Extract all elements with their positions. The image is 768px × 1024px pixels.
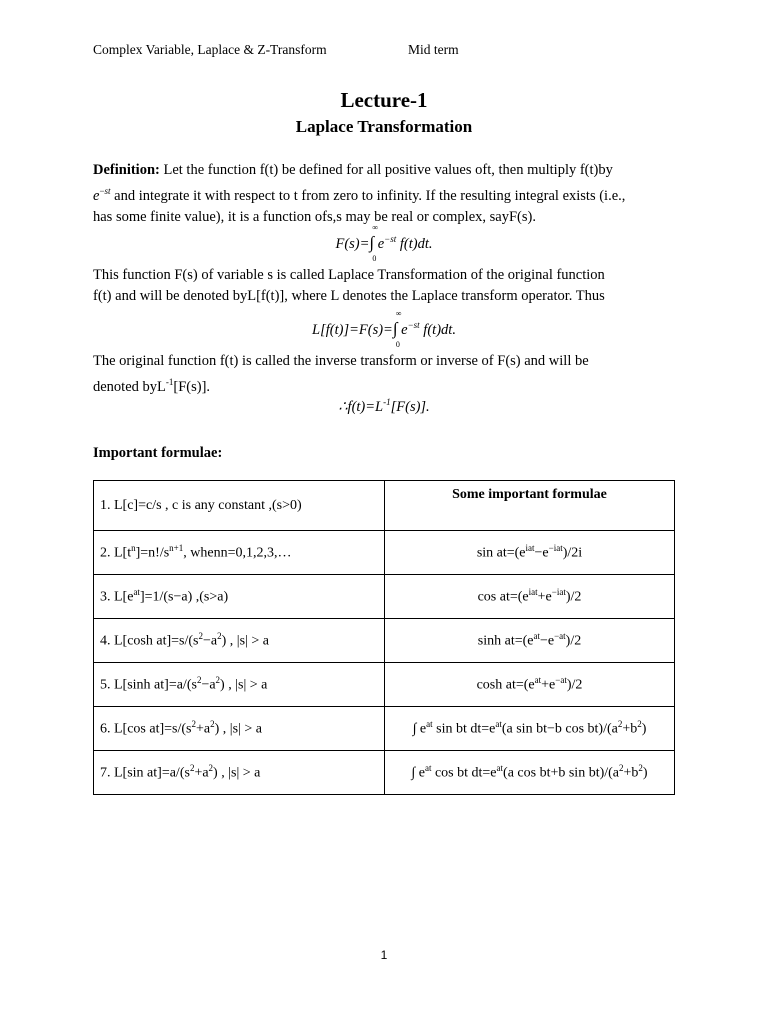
lecture-title: Lecture-1 (340, 88, 428, 112)
integral-lower-limit: 0 (372, 254, 377, 263)
table-header-cell: Some important formulae (385, 481, 675, 531)
table-row (94, 481, 675, 531)
inverse-paragraph (93, 351, 675, 398)
transform-text-2: f(t) and will be denoted byL[f(t)], where L denotes the Laplace transform operator. Thus (93, 288, 605, 304)
formulae-heading: Important formulae: (93, 445, 223, 461)
integral-sign: ∫ ∞ 0 (392, 309, 402, 349)
definition-paragraph (93, 160, 675, 228)
formula-right-cell: $\sinh at=(e^{at}-e^{-at})/2$ (385, 619, 675, 663)
transform-paragraph (93, 265, 675, 307)
table-row (94, 575, 675, 619)
table-row (94, 751, 675, 795)
integral-sign: ∫ ∞ 0 (369, 223, 379, 263)
formula-right-cell: $\sin at=(e^{iat}-e^{-iat})/2i$ (385, 531, 675, 575)
formulae-table (93, 480, 675, 795)
page-number: 1 (380, 948, 388, 962)
formula-left-cell: 1. L[c]=c/s , c is any constant ,(s>0) (94, 481, 385, 531)
formula-right-cell: $\cosh at=(e^{at}+e^{-at})/2$ (385, 663, 675, 707)
integral-upper-limit: ∞ (372, 223, 379, 232)
formula-left-cell: 4. L[cosh $at]=s/(s^2-a^2)$ , |s| > a (94, 619, 385, 663)
table-row (94, 531, 675, 575)
definition-text-3: has some finite value), it is a function ofs,s may be real or complex, sayF(s). (93, 208, 536, 225)
equation-inverse (0, 397, 768, 416)
formula-right-cell: ∫ $e^{at}$ sin bt $dt=e^{at}(a$ sin bt−b $\cos bt)/(a^2+b^2)$ (385, 707, 675, 751)
formula-left-cell: 6. L[cos $at]=s/(s^2+a^2)$ , |s| > a (94, 707, 385, 751)
table-row (94, 707, 675, 751)
integral-lower-limit: 0 (395, 340, 400, 349)
inverse-text-2: denoted byL$^{-1}$[F(s)]. (93, 377, 211, 395)
transform-text-1: This function F(s) of variable s is called Laplace Transformation of the original function (93, 267, 605, 283)
table-row (94, 619, 675, 663)
header-exam: Mid term (408, 42, 459, 57)
page-header (93, 42, 459, 58)
equation-1-rhs: $e^{-st}$ f(t)dt. (377, 234, 433, 252)
equation-laplace-operator (0, 309, 768, 349)
definition-line-1 (93, 160, 675, 181)
formula-left-cell: 5. L[sinh $at]=a/(s^2-a^2)$ , |s| > a (94, 663, 385, 707)
definition-text-1: Let the function f(t) be defined for all positive values oft, then multiply f(t)by (163, 162, 613, 178)
formula-left-cell: 2. $L[t^n]=n!/s^{n+1}$, whenn=0,1,2,3,… (94, 531, 385, 575)
equation-2-lhs: L[f(t)]=F(s)= (312, 322, 393, 338)
equation-3: $\therefore f(t)=L^{-1}[F(s)]$. (338, 397, 430, 415)
inverse-text-1: The original function f(t) is called the inverse transform or inverse of F(s) and will be (93, 353, 589, 369)
equation-laplace-definition (0, 223, 768, 263)
equation-1-lhs: F(s)= (335, 236, 370, 252)
definition-label: Definition: (93, 162, 160, 178)
table-row (94, 663, 675, 707)
formula-left-cell: 7. L[sin $at]=a/(s^2+a^2)$ , |s| > a (94, 751, 385, 795)
equation-2-rhs: $e^{-st}$ f(t)dt. (401, 320, 456, 338)
formula-left-cell: 3. $L[e^{at}]=1/(s-a)$ ,(s>a) (94, 575, 385, 619)
integral-upper-limit: ∞ (395, 309, 402, 318)
definition-text-2: and integrate it with respect to t from zero to infinity. If the resulting integral exists (i.e., (114, 187, 626, 204)
header-course: Complex Variable, Laplace & Z-Transform (93, 42, 327, 57)
lecture-subtitle: Laplace Transformation (295, 117, 473, 136)
formula-right-cell: $\cos at=(e^{iat}+e^{-iat})/2$ (385, 575, 675, 619)
formula-right-cell: ∫ $e^{at}$ cos bt $dt=e^{at}(a$ cos bt+b $\sin bt)/(a^2+b^2)$ (385, 751, 675, 795)
definition-line-2: $e^{-st}$ and integrate it with respect to t from zero to infinity. If the resulting integral exists (i.e., (93, 186, 626, 204)
